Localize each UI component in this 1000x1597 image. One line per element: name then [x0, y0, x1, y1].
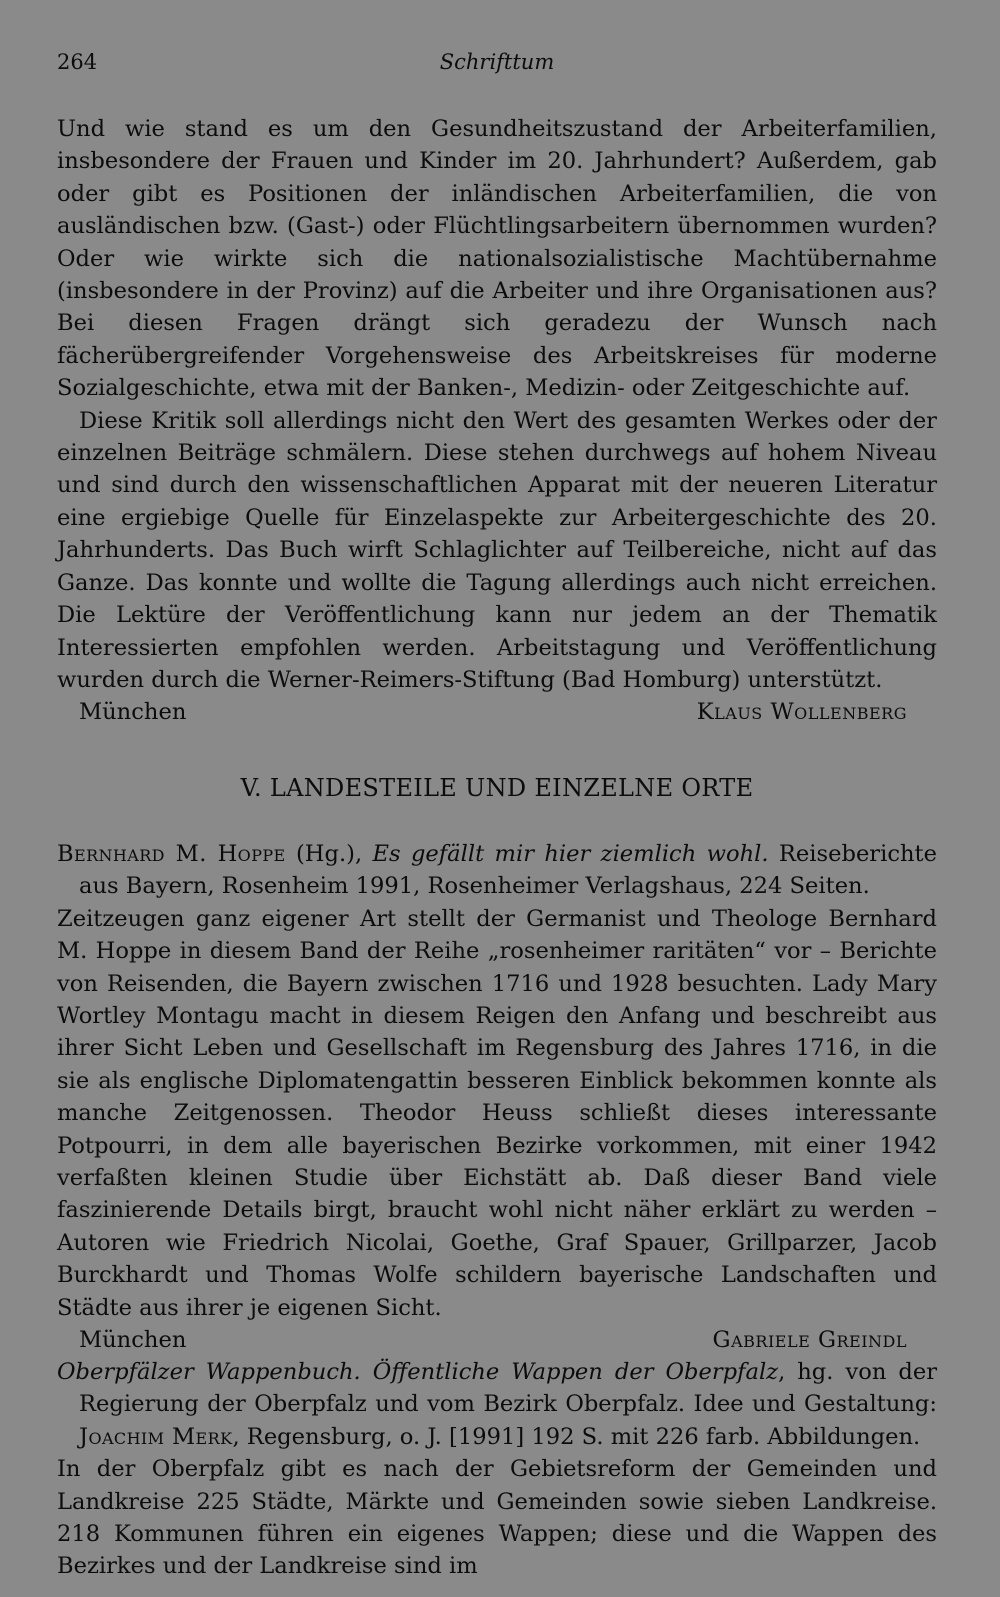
review-wappenbuch	[57, 1356, 937, 1583]
book-details: Reiseberichte aus Bayern, Rosenheim 1991, Rosenheimer Verlagshaus, 224 Seiten.	[79, 841, 937, 900]
review-paragraph: Zeitzeugen ganz eigener Art stellt der Germanist und Theologe Bernhard M. Hoppe in diesem Band der Reihe „rosenheimer raritäten“ vor – Berichte von Reisenden, die Bayern zwischen 1716 und 1928 besuchten. Lady Mary Wortley Montagu macht in diesem Reigen den Anfang und beschreibt aus ihrer Sicht Leben und Gesellschaft im Regensburg des Jahres 1716, in die sie als englische Diplomatengattin besseren Einblick bekommen konnte als manche Zeitgenossen. Theodor Heuss schließt dieses interessante Potpourri, in dem alle bayerischen Bezirke vorkommen, mit einer 1942 verfaßten kleinen Studie über Eichstätt ab. Daß dieser Band viele faszinierende Details birgt, braucht wohl nicht näher erklärt zu werden – Autoren wie Friedrich Nicolai, Goethe, Graf Spauer, Grillparzer, Jacob Burckhardt und Thomas Wolfe schildern bayerische Landschaften und Städte aus ihrer je eigenen Sicht.	[57, 905, 937, 1321]
running-title: Schrifttum	[439, 50, 555, 74]
book-title: Es gefällt mir hier ziemlich wohl.	[372, 841, 769, 867]
book-author: Bernhard M. Hoppe	[57, 841, 286, 867]
book-details: , hg. von der Regierung der Oberpfalz und vom Bezirk Oberpfalz. Idee und Gestaltung:	[79, 1359, 937, 1418]
reviewer-name: Klaus Wollenberg	[696, 699, 907, 726]
book-title: Oberpfälzer Wappenbuch. Öffentliche Wappen der Oberpfalz	[57, 1359, 779, 1385]
review-hoppe	[57, 838, 937, 1357]
review-signature	[57, 696, 937, 728]
section-heading: V. LANDESTEILE UND EINZELNE ORTE	[240, 774, 754, 802]
review-place: München	[79, 1327, 187, 1354]
review-paragraph: Und wie stand es um den Gesundheitszustand der Arbeiterfamilien, insbesondere der Frauen und Kinder im 20. Jahrhundert? Außerdem, gab oder gibt es Positionen der inländischen Arbeiterfamilien, die von ausländischen bzw. (Gast-) oder Flüchtlingsarbeitern übernommen wurden? Oder wie wirkte sich die nationalsozialistische Machtübernahme (insbesondere in der Provinz) auf die Arbeiter und ihre Organisationen aus? Bei diesen Fragen drängt sich geradezu der Wunsch nach fächerübergreifender Vorgehensweise des Arbeitskreises für moderne Sozialgeschichte, etwa mit der Banken-, Medizin- oder Zeitgeschichte auf.	[57, 116, 937, 402]
review-place: München	[79, 699, 187, 726]
review-paragraph: In der Oberpfalz gibt es nach der Gebietsreform der Gemeinden und Landkreise 225 Städte, Märkte und Gemeinden sowie sieben Landkreise. 218 Kommunen führen ein eigenes Wappen; diese und die Wappen des Bezirkes und der Landkreise sind im	[57, 1456, 937, 1580]
bibliographic-entry	[57, 838, 937, 903]
bibliographic-entry	[57, 1356, 937, 1453]
editor-note: (Hg.),	[285, 841, 373, 867]
review-paragraph: Diese Kritik soll allerdings nicht den Wert des gesamten Werkes oder der einzelnen Beiträge schmälern. Diese stehen durchwegs auf hohem Niveau und sind durch den wissenschaftlichen Apparat mit der neueren Literatur eine ergiebige Quelle für Einzelaspekte zur Arbeitergeschichte des 20. Jahrhunderts. Das Buch wirft Schlaglichter auf Teilbereiche, nicht auf das Ganze. Das konnte und wollte die Tagung allerdings auch nicht erreichen. Die Lektüre der Veröffentlichung kann nur jedem an der Thematik Interessierten empfohlen werden. Arbeitstagung und Veröffentlichung wurden durch die Werner-Reimers-Stiftung (Bad Homburg) unterstützt.	[57, 407, 937, 693]
page-number: 264	[57, 50, 98, 74]
review-signature	[57, 1324, 937, 1356]
review-wollenberg	[57, 113, 937, 729]
book-designer: Joachim Merk	[79, 1423, 233, 1450]
book-details: , Regensburg, o. J. [1991] 192 S. mit 226 farb. Abbildungen.	[232, 1423, 921, 1450]
page-header	[57, 50, 937, 84]
reviewer-name: Gabriele Greindl	[712, 1327, 907, 1354]
